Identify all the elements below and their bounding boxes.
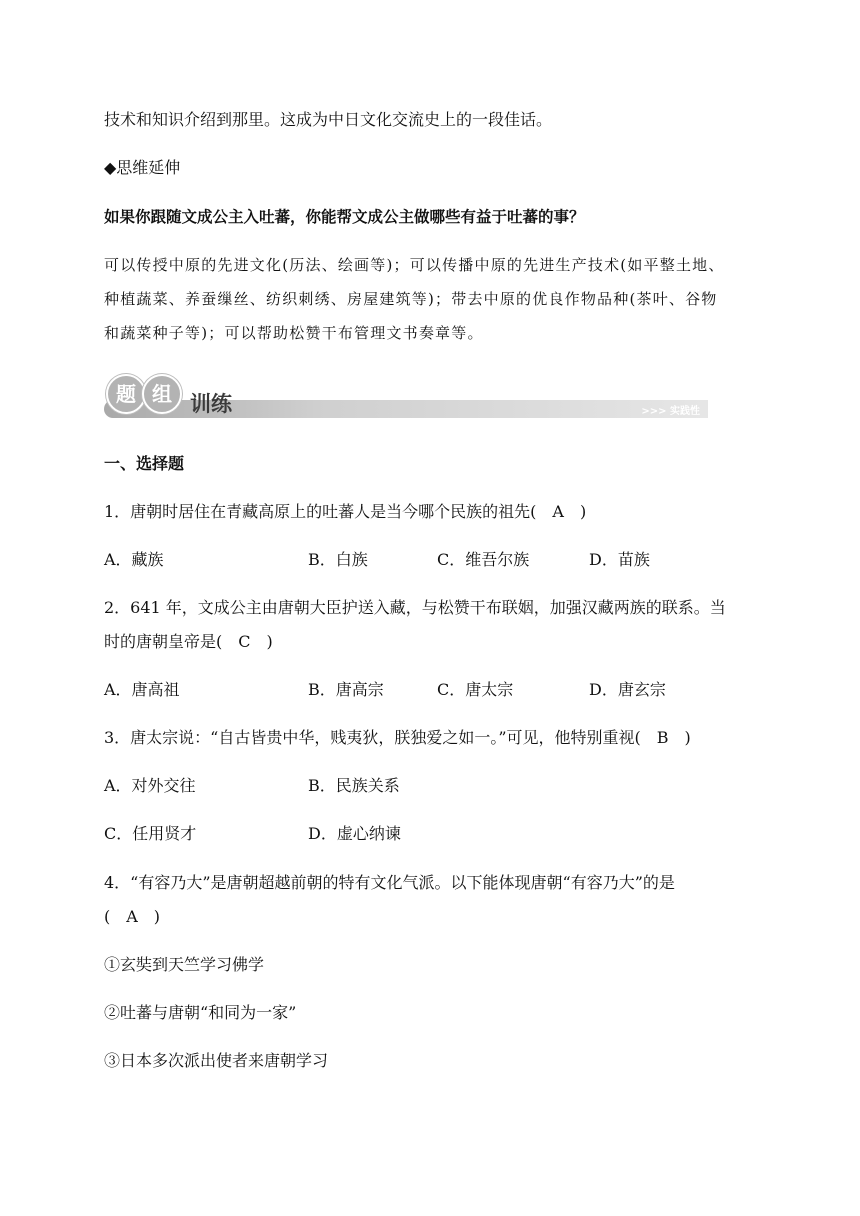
extension-question: 如果你跟随文成公主入吐蕃，你能帮文成公主做哪些有益于吐蕃的事？ [104, 208, 585, 226]
section-title: 一、选择题 [104, 454, 185, 473]
q1-option-b: B．白族 [308, 550, 368, 569]
q1-stem: 1．唐朝时居住在青藏高原上的吐蕃人是当今哪个民族的祖先( A ) [104, 502, 587, 521]
q4-item-3: ③日本多次派出使者来唐朝学习 [104, 1051, 329, 1070]
banner-badge-2: 组 [142, 374, 182, 414]
q3-stem: 3．唐太宗说：“自古皆贵中华，贱夷狄，朕独爱之如一。”可见，他特别重视( B ) [104, 728, 691, 747]
q3-option-d: D．虚心纳谏 [308, 824, 401, 843]
q2-option-c: C．唐太宗 [437, 680, 514, 699]
q3-option-c: C．任用贤才 [104, 824, 197, 843]
q2-stem-line-2: 时的唐朝皇帝是( C ) [104, 632, 273, 651]
q4-item-1: ①玄奘到天竺学习佛学 [104, 955, 265, 974]
q1-option-a: A．藏族 [104, 550, 164, 569]
q2-option-d: D．唐玄宗 [589, 680, 666, 699]
banner-tag: >>> 实践性 [641, 406, 700, 417]
q4-item-2: ②吐蕃与唐朝“和同为一家” [104, 1003, 297, 1022]
q1-option-d: D．苗族 [589, 550, 650, 569]
extension-heading: ◆思维延伸 [104, 158, 181, 177]
q1-option-c: C．维吾尔族 [437, 550, 530, 569]
q4-stem-line-2: ( A ) [104, 907, 161, 926]
q2-option-a: A．唐高祖 [104, 680, 180, 699]
answer-line-1: 可以传授中原的先进文化(历法、绘画等)；可以传播中原的先进生产技术(如平整土地、 [104, 256, 725, 274]
q2-stem-line-1: 2．641 年，文成公主由唐朝大臣护送入藏，与松赞干布联姻，加强汉藏两族的联系。当 [104, 598, 726, 617]
answer-line-2: 种植蔬菜、养蚕缫丝、纺织刺绣、房屋建筑等)；带去中原的优良作物品种(茶叶、谷物 [104, 290, 718, 308]
q4-stem-line-1: 4．“有容乃大”是唐朝超越前朝的特有文化气派。以下能体现唐朝“有容乃大”的是 [104, 873, 675, 892]
banner-badge-1: 题 [106, 374, 146, 414]
banner-title: 训练 [190, 392, 232, 416]
q2-option-b: B．唐高宗 [308, 680, 384, 699]
practice-banner [104, 372, 708, 422]
q3-option-a: A．对外交往 [104, 776, 196, 795]
answer-line-3: 和蔬菜种子等)；可以帮助松赞干布管理文书奏章等。 [104, 324, 484, 342]
q3-option-b: B．民族关系 [308, 776, 400, 795]
intro-line: 技术和知识介绍到那里。这成为中日文化交流史上的一段佳话。 [104, 110, 553, 129]
